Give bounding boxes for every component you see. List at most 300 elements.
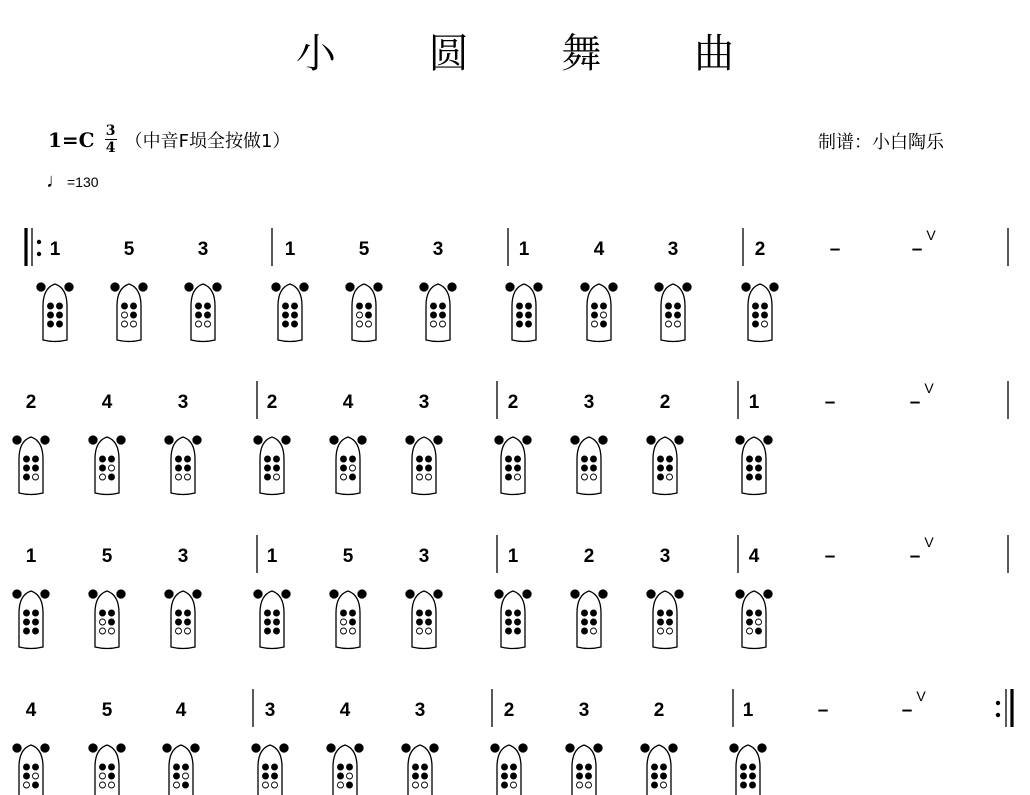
- closed-hole: [205, 303, 211, 309]
- closed-hole: [48, 303, 54, 309]
- ocarina-body: [412, 591, 436, 649]
- closed-hole: [57, 312, 63, 318]
- closed-hole: [109, 764, 115, 770]
- time-denominator: 4: [105, 140, 116, 156]
- closed-hole: [176, 619, 182, 625]
- ocarina-body: [95, 591, 119, 649]
- ocarina-body: [333, 745, 357, 795]
- closed-hole: [139, 283, 147, 291]
- open-hole: [341, 628, 347, 634]
- note-number: 3: [264, 700, 276, 721]
- closed-hole: [417, 610, 423, 616]
- closed-hole: [515, 465, 521, 471]
- closed-hole: [750, 764, 756, 770]
- closed-hole: [592, 303, 598, 309]
- note-number: 3: [414, 700, 426, 721]
- note-number: 4: [593, 239, 605, 260]
- closed-hole: [265, 610, 271, 616]
- closed-hole: [526, 312, 532, 318]
- note-number: 3: [177, 392, 189, 413]
- open-hole: [176, 474, 182, 480]
- closed-hole: [263, 773, 269, 779]
- open-hole: [426, 628, 432, 634]
- open-hole: [185, 474, 191, 480]
- closed-hole: [426, 456, 432, 462]
- note-number: 2: [754, 239, 766, 260]
- closed-hole: [750, 773, 756, 779]
- closed-hole: [109, 456, 115, 462]
- note-number: 3: [197, 239, 209, 260]
- note-number: 4: [748, 546, 760, 567]
- ocarina-body: [191, 284, 215, 342]
- closed-hole: [57, 321, 63, 327]
- closed-hole: [523, 436, 531, 444]
- fingering-chart-icon: [185, 283, 221, 342]
- open-hole: [762, 321, 768, 327]
- closed-hole: [519, 744, 527, 752]
- sustain-dash: –: [824, 392, 836, 413]
- closed-hole: [100, 456, 106, 462]
- open-hole: [756, 619, 762, 625]
- closed-hole: [422, 773, 428, 779]
- closed-hole: [426, 619, 432, 625]
- note-number: 2: [266, 392, 278, 413]
- closed-hole: [586, 764, 592, 770]
- ocarina-body: [260, 437, 284, 495]
- closed-hole: [736, 590, 744, 598]
- closed-hole: [48, 312, 54, 318]
- open-hole: [263, 782, 269, 788]
- fingering-chart-icon: [647, 590, 683, 649]
- closed-hole: [655, 283, 663, 291]
- closed-hole: [571, 436, 579, 444]
- closed-hole: [658, 465, 664, 471]
- key-prefix: 1=C: [48, 127, 95, 152]
- ocarina-body: [572, 745, 596, 795]
- page-title: 小 圆 舞 曲: [295, 31, 775, 77]
- open-hole: [109, 782, 115, 788]
- closed-hole: [495, 436, 503, 444]
- fingering-chart-icon: [13, 744, 49, 795]
- closed-hole: [517, 321, 523, 327]
- note-number: 3: [659, 546, 671, 567]
- closed-hole: [366, 312, 372, 318]
- fingering-chart-icon: [406, 590, 442, 649]
- ocarina-body: [501, 437, 525, 495]
- ocarina-body: [661, 284, 685, 342]
- ocarina-body: [260, 591, 284, 649]
- closed-hole: [440, 303, 446, 309]
- closed-hole: [652, 782, 658, 788]
- closed-hole: [196, 303, 202, 309]
- open-hole: [592, 321, 598, 327]
- closed-hole: [33, 456, 39, 462]
- note-number: 2: [653, 700, 665, 721]
- closed-hole: [406, 590, 414, 598]
- note-number: 4: [339, 700, 351, 721]
- fingering-chart-icon: [254, 436, 290, 495]
- open-hole: [272, 782, 278, 788]
- closed-hole: [594, 744, 602, 752]
- open-hole: [33, 474, 39, 480]
- ocarina-body: [117, 284, 141, 342]
- closed-hole: [434, 590, 442, 598]
- closed-hole: [675, 436, 683, 444]
- closed-hole: [741, 764, 747, 770]
- fingering-chart-icon: [13, 590, 49, 649]
- closed-hole: [502, 764, 508, 770]
- fingering-chart-icon: [346, 283, 382, 342]
- closed-hole: [747, 610, 753, 616]
- closed-hole: [280, 744, 288, 752]
- closed-hole: [338, 773, 344, 779]
- closed-hole: [652, 764, 658, 770]
- ocarina-body: [19, 591, 43, 649]
- closed-hole: [338, 764, 344, 770]
- closed-hole: [263, 764, 269, 770]
- closed-hole: [33, 782, 39, 788]
- ocarina-body: [748, 284, 772, 342]
- closed-hole: [658, 456, 664, 462]
- closed-hole: [750, 782, 756, 788]
- closed-hole: [581, 283, 589, 291]
- fingering-chart-icon: [647, 436, 683, 495]
- open-hole: [366, 321, 372, 327]
- open-hole: [577, 782, 583, 788]
- closed-hole: [756, 610, 762, 616]
- closed-hole: [41, 590, 49, 598]
- closed-hole: [658, 474, 664, 480]
- closed-hole: [426, 610, 432, 616]
- open-hole: [675, 321, 681, 327]
- closed-hole: [193, 590, 201, 598]
- closed-hole: [265, 628, 271, 634]
- closed-hole: [13, 590, 21, 598]
- closed-hole: [193, 436, 201, 444]
- closed-hole: [506, 283, 514, 291]
- closed-hole: [599, 590, 607, 598]
- closed-hole: [667, 456, 673, 462]
- open-hole: [350, 628, 356, 634]
- fingering-chart-icon: [406, 436, 442, 495]
- sustain-dash: –: [909, 392, 921, 413]
- fingering-chart-icon: [742, 283, 778, 342]
- closed-hole: [517, 303, 523, 309]
- closed-hole: [185, 283, 193, 291]
- closed-hole: [176, 465, 182, 471]
- closed-hole: [741, 773, 747, 779]
- closed-hole: [582, 465, 588, 471]
- closed-hole: [265, 474, 271, 480]
- closed-hole: [274, 610, 280, 616]
- closed-hole: [165, 436, 173, 444]
- fingering-chart-icon: [330, 436, 366, 495]
- closed-hole: [495, 590, 503, 598]
- closed-hole: [254, 436, 262, 444]
- open-hole: [582, 474, 588, 480]
- note-number: 1: [748, 392, 760, 413]
- closed-hole: [265, 465, 271, 471]
- closed-hole: [747, 456, 753, 462]
- closed-hole: [213, 283, 221, 291]
- closed-hole: [283, 303, 289, 309]
- ocarina-body: [587, 284, 611, 342]
- closed-hole: [675, 590, 683, 598]
- open-hole: [33, 773, 39, 779]
- closed-hole: [736, 436, 744, 444]
- open-hole: [341, 619, 347, 625]
- closed-hole: [37, 283, 45, 291]
- note-number: 1: [266, 546, 278, 567]
- closed-hole: [434, 436, 442, 444]
- closed-hole: [506, 456, 512, 462]
- closed-hole: [511, 773, 517, 779]
- closed-hole: [515, 610, 521, 616]
- closed-hole: [292, 321, 298, 327]
- closed-hole: [502, 773, 508, 779]
- closed-hole: [764, 436, 772, 444]
- open-hole: [176, 628, 182, 634]
- closed-hole: [577, 773, 583, 779]
- closed-hole: [440, 312, 446, 318]
- closed-hole: [292, 312, 298, 318]
- note-number: 1: [49, 239, 61, 260]
- closed-hole: [515, 619, 521, 625]
- ocarina-body: [352, 284, 376, 342]
- closed-hole: [730, 744, 738, 752]
- quarter-note-icon: ♩: [46, 170, 66, 192]
- fingering-chart-icon: [736, 590, 772, 649]
- closed-hole: [526, 303, 532, 309]
- closed-hole: [591, 619, 597, 625]
- closed-hole: [675, 312, 681, 318]
- closed-hole: [100, 610, 106, 616]
- closed-hole: [517, 312, 523, 318]
- closed-hole: [586, 773, 592, 779]
- closed-hole: [100, 764, 106, 770]
- ocarina-body: [412, 437, 436, 495]
- open-hole: [205, 321, 211, 327]
- closed-hole: [417, 456, 423, 462]
- closed-hole: [24, 619, 30, 625]
- note-number: 2: [507, 392, 519, 413]
- closed-hole: [24, 764, 30, 770]
- closed-hole: [33, 619, 39, 625]
- closed-hole: [350, 456, 356, 462]
- fingering-chart-icon: [89, 590, 125, 649]
- open-hole: [338, 782, 344, 788]
- closed-hole: [601, 321, 607, 327]
- closed-hole: [65, 283, 73, 291]
- closed-hole: [591, 610, 597, 616]
- closed-hole: [41, 744, 49, 752]
- closed-hole: [89, 744, 97, 752]
- fingering-chart-icon: [254, 590, 290, 649]
- open-hole: [357, 321, 363, 327]
- note-number: 5: [101, 700, 113, 721]
- open-hole: [417, 628, 423, 634]
- closed-hole: [109, 610, 115, 616]
- closed-hole: [89, 436, 97, 444]
- repeat-dot: [996, 713, 1000, 717]
- ocarina-body: [426, 284, 450, 342]
- fingering-chart-icon: [491, 744, 527, 795]
- closed-hole: [756, 628, 762, 634]
- closed-hole: [502, 782, 508, 788]
- fingering-chart-icon: [641, 744, 677, 795]
- ocarina-body: [336, 591, 360, 649]
- closed-hole: [523, 590, 531, 598]
- ocarina-body: [736, 745, 760, 795]
- closed-hole: [413, 773, 419, 779]
- open-hole: [350, 465, 356, 471]
- ocarina-body: [408, 745, 432, 795]
- closed-hole: [176, 610, 182, 616]
- closed-hole: [515, 456, 521, 462]
- note-number: 4: [175, 700, 187, 721]
- open-hole: [667, 628, 673, 634]
- note-number: 3: [432, 239, 444, 260]
- closed-hole: [341, 610, 347, 616]
- closed-hole: [100, 465, 106, 471]
- ocarina-body: [653, 437, 677, 495]
- fingering-chart-icon: [495, 436, 531, 495]
- open-hole: [131, 321, 137, 327]
- open-hole: [431, 321, 437, 327]
- closed-hole: [506, 610, 512, 616]
- closed-hole: [274, 619, 280, 625]
- closed-hole: [683, 283, 691, 291]
- note-number: 2: [583, 546, 595, 567]
- fingering-chart-icon: [89, 744, 125, 795]
- closed-hole: [506, 628, 512, 634]
- closed-hole: [582, 628, 588, 634]
- closed-hole: [661, 764, 667, 770]
- open-hole: [601, 312, 607, 318]
- closed-hole: [506, 619, 512, 625]
- closed-hole: [366, 303, 372, 309]
- closed-hole: [762, 303, 768, 309]
- fingering-chart-icon: [165, 436, 201, 495]
- closed-hole: [675, 303, 681, 309]
- closed-hole: [163, 744, 171, 752]
- closed-hole: [658, 610, 664, 616]
- sustain-dash: –: [817, 700, 829, 721]
- ocarina-body: [95, 745, 119, 795]
- closed-hole: [283, 321, 289, 327]
- fingering-note: （中音F埙全按做1）: [124, 130, 291, 152]
- note-number: 2: [25, 392, 37, 413]
- closed-hole: [33, 610, 39, 616]
- fingering-chart-icon: [163, 744, 199, 795]
- closed-hole: [491, 744, 499, 752]
- sustain-dash: –: [911, 239, 923, 260]
- fingering-chart-icon: [37, 283, 73, 342]
- note-number: 2: [503, 700, 515, 721]
- closed-hole: [571, 590, 579, 598]
- closed-hole: [669, 744, 677, 752]
- note-number: 5: [123, 239, 135, 260]
- open-hole: [511, 782, 517, 788]
- closed-hole: [131, 303, 137, 309]
- breath-mark: V: [924, 534, 934, 550]
- repeat-dot: [37, 240, 41, 244]
- closed-hole: [577, 764, 583, 770]
- ocarina-body: [169, 745, 193, 795]
- ocarina-body: [43, 284, 67, 342]
- open-hole: [591, 628, 597, 634]
- closed-hole: [33, 764, 39, 770]
- open-hole: [100, 474, 106, 480]
- ocarina-body: [647, 745, 671, 795]
- closed-hole: [282, 590, 290, 598]
- sustain-dash: –: [829, 239, 841, 260]
- closed-hole: [753, 303, 759, 309]
- closed-hole: [174, 764, 180, 770]
- closed-hole: [406, 436, 414, 444]
- closed-hole: [762, 312, 768, 318]
- closed-hole: [426, 465, 432, 471]
- closed-hole: [609, 283, 617, 291]
- closed-hole: [756, 474, 762, 480]
- fingering-chart-icon: [252, 744, 288, 795]
- closed-hole: [601, 303, 607, 309]
- closed-hole: [346, 283, 354, 291]
- breath-mark: V: [926, 227, 936, 243]
- closed-hole: [183, 782, 189, 788]
- closed-hole: [117, 744, 125, 752]
- breath-mark: V: [924, 380, 934, 396]
- open-hole: [413, 782, 419, 788]
- ocarina-body: [742, 437, 766, 495]
- ocarina-body: [19, 745, 43, 795]
- closed-hole: [24, 474, 30, 480]
- closed-hole: [667, 610, 673, 616]
- fingering-chart-icon: [420, 283, 456, 342]
- closed-hole: [347, 764, 353, 770]
- closed-hole: [652, 773, 658, 779]
- closed-hole: [511, 764, 517, 770]
- open-hole: [357, 312, 363, 318]
- closed-hole: [526, 321, 532, 327]
- closed-hole: [591, 456, 597, 462]
- closed-hole: [327, 744, 335, 752]
- fingering-chart-icon: [272, 283, 308, 342]
- fingering-chart-icon: [571, 436, 607, 495]
- open-hole: [747, 628, 753, 634]
- closed-hole: [330, 590, 338, 598]
- open-hole: [417, 474, 423, 480]
- closed-hole: [122, 303, 128, 309]
- closed-hole: [358, 590, 366, 598]
- fingering-chart-icon: [495, 590, 531, 649]
- open-hole: [658, 628, 664, 634]
- closed-hole: [24, 628, 30, 634]
- fingering-chart-icon: [165, 590, 201, 649]
- fingering-chart-icon: [89, 436, 125, 495]
- closed-hole: [33, 465, 39, 471]
- fingering-chart-icon: [730, 744, 766, 795]
- ocarina-body: [171, 591, 195, 649]
- note-number: 3: [418, 546, 430, 567]
- ocarina-body: [95, 437, 119, 495]
- closed-hole: [506, 474, 512, 480]
- closed-hole: [330, 436, 338, 444]
- fingering-chart-icon: [402, 744, 438, 795]
- closed-hole: [506, 465, 512, 471]
- closed-hole: [24, 465, 30, 471]
- closed-hole: [350, 474, 356, 480]
